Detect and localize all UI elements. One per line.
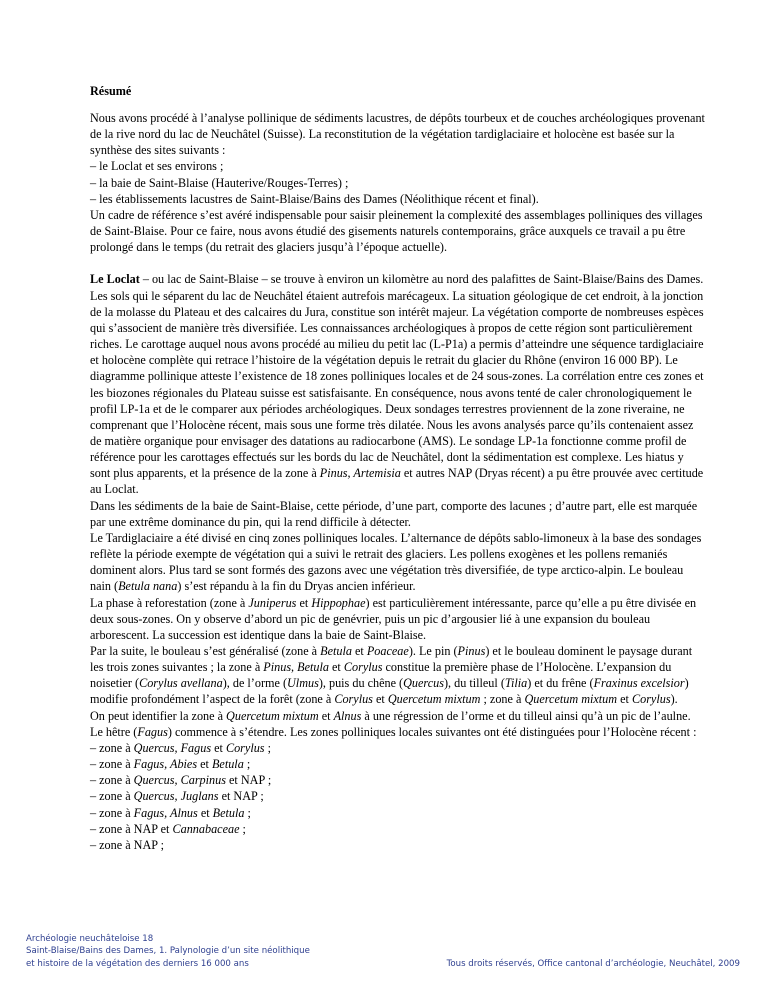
list-item: – les établissements lacustres de Saint-Blaise/Bains des Dames (Néolithique récent et final). — [90, 191, 539, 206]
loclat-paragraph: Le Loclat – ou lac de Saint-Blaise – se trouve à environ un kilomètre au nord des palafittes de Saint-Blaise/Bains des Dames. Les sols qui le séparent du lac de Neuchâtel étaient autrefois marécageux. La situation géologique de cet endroit, à la jonction de la molasse du Plateau et des calcaires du Jura, constitue son intérêt majeur. La végétation comporte de nombreuses espèces qui s’associent de manière très diversifiée. Les connaissances archéologiques à propos de cette région sont particulièrement riches. Le carottage auquel nous avons procédé au milieu du petit lac (L-P1a) a permis d’atteindre une séquence tardiglaciaire et holocène complète qui retrace l’histoire de la végétation depuis le retrait du glacier du Rhône (environ 16 000 BP). Le diagramme pollinique atteste l’existence de 18 zones polliniques locales et de 24 sous-zones. La corrélation entre ces zones et les biozones régionales du Plateau suisse est satisfaisante. En conséquence, nous avons tenté de caler chronologiquement le profil LP-1a et de le comparer aux périodes archéologiques. Deux sondages terrestres proviennent de la zone riveraine, ne comprenant que l’Holocène récent, mais sous une forme très dilatée. Nous les avons analysés parce qu’ils contenaient assez de matière organique pour envisager des datations au radiocarbone (AMS). Le sondage LP-1a fonctionne comme profil de référence pour les carottages effectués sur les bords du lac de Neuchâtel, dont la sédimentation est complexe. Les hiatus y sont plus apparents, et la présence de la zone à Pinus, Artemisia et autres NAP (Dryas récent) a pu être prouvée avec certitude au Loclat. — [90, 272, 704, 497]
intro-paragraph: Nous avons procédé à l’analyse pollinique de sédiments lacustres, de dépôts tourbeux et de couches archéologiques provenant de la rive nord du lac de Neuchâtel (Suisse). La reconstitution de la végétation tardiglaciaire et holocène est basée sur la synthèse des sites suivants : — [90, 111, 705, 158]
zone-list-item: – zone à Quercus, Carpinus et NAP ; — [90, 773, 272, 788]
zone-list-item: – zone à NAP et Cannabaceae ; — [90, 821, 246, 836]
zone-list-item: – zone à Fagus, Abies et Betula ; — [90, 757, 251, 772]
footer-line: Archéologie neuchâteloise 18 — [26, 934, 154, 944]
paragraph-gap — [90, 255, 706, 271]
footer-publication — [26, 933, 310, 970]
list-item: – la baie de Saint-Blaise (Hauterive/Rouges-Terres) ; — [90, 175, 349, 190]
zone-list-item: – zone à NAP ; — [90, 837, 165, 852]
baie-paragraph: Dans les sédiments de la baie de Saint-Blaise, cette période, d’une part, comporte des lacunes ; d’autre part, elle est marquée par une extrême dominance du pin, qui la rend difficile à détecter. — [90, 498, 698, 529]
footer-copyright: Tous droits réservés, Office cantonal d’archéologie, Neuchâtel, 2009 — [446, 959, 740, 969]
suite-paragraph: Par la suite, le bouleau s’est généralisé (zone à Betula et Poaceae). Le pin (Pinus) et le bouleau dominent le paysage durant les trois zones suivantes ; la zone à Pinus, Betula et Corylus constitue la première phase de l’Holocène. L’expansion du noisetier (Corylus avellana), de l’orme (Ulmus), puis du chêne (Quercus), du tilleul (Tilia) et du frêne (Fraxinus excelsior) modifie profondément l’aspect de la forêt (zone à Corylus et Quercetum mixtum ; zone à Quercetum mixtum et Corylus). — [90, 644, 693, 707]
loclat-lead: Le Loclat — [90, 272, 140, 287]
intro-paragraph: Un cadre de référence s’est avéré indispensable pour saisir pleinement la complexité des assemblages polliniques des villages de Saint-Blaise. Pour ce faire, nous avons étudié des gisements naturels contemporains, grâce auxquels ce travail a pu être prolongé dans le temps (du retrait des glaciers jusqu’à l’époque actuelle). — [90, 207, 703, 255]
footer-line: Saint-Blaise/Bains des Dames, 1. Palynologie d’un site néolithique — [26, 946, 310, 957]
footer-line: et histoire de la végétation des derniers 16 000 ans — [26, 958, 249, 969]
reforestation-paragraph: La phase à reforestation (zone à Juniperus et Hippophae) est particulièrement intéressante, parce qu’elle a pu être divisée en deux sous-zones. On y observe d’abord un pic de genévrier, puis un pic d’argousier lié à une expansion du bouleau arborescent. La succession est identique dans la baie de Saint-Blaise. — [90, 595, 697, 642]
zone-list-item: – zone à Quercus, Fagus et Corylus ; — [90, 740, 271, 755]
tardiglaciaire-paragraph: Le Tardiglaciaire a été divisé en cinq zones polliniques locales. L’alternance de dépôts sablo-limoneux à la base des sondages reflète la période exempte de végétation qui a suivi le retrait des glaciers. Les pollens exogènes et les pollens remaniés dominent alors. Plus tard se sont formés des gazons avec une végétation très diversifiée, de type arctico-alpin. Le bouleau nain (Betula nana) s’est répandu à la fin du Dryas ancien inférieur. — [90, 530, 702, 594]
identification-paragraph: On peut identifier la zone à Quercetum mixtum et Alnus à une régression de l’orme et du tilleul ainsi qu’à un pic de l’aulne. Le hêtre (Fagus) commence à s’étendre. Les zones polliniques locales suivantes ont été distinguées pour l’Holocène récent : — [90, 708, 697, 739]
page-title: Résumé — [90, 84, 132, 98]
list-item: – le Loclat et ses environs ; — [90, 159, 224, 174]
zone-list-item: – zone à Fagus, Alnus et Betula ; — [90, 805, 251, 820]
document-body — [90, 83, 706, 853]
zone-list-item: – zone à Quercus, Juglans et NAP ; — [90, 789, 264, 804]
